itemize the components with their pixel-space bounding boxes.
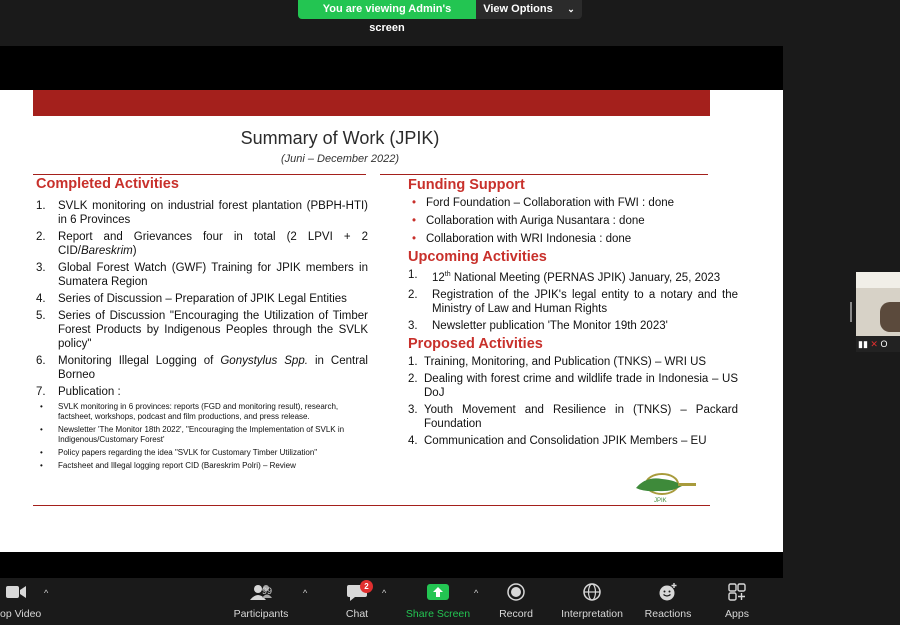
list-item: 1. 12th National Meeting (PERNAS JPIK) January, 25, 2023 bbox=[408, 269, 721, 284]
thumbnail-header bbox=[856, 272, 900, 288]
view-options-button[interactable] bbox=[476, 0, 582, 19]
participants-button[interactable]: 99 Participants bbox=[233, 586, 289, 620]
upcoming-heading: Upcoming Activities bbox=[408, 249, 547, 265]
mic-muted-icon: ✕ bbox=[870, 339, 878, 349]
list-item: 4. Communication and Consolidation JPIK Members – EU bbox=[408, 434, 707, 447]
viewing-label: You are viewing Admin's screen bbox=[298, 0, 476, 19]
funding-heading: Funding Support bbox=[408, 177, 525, 193]
participant-video bbox=[880, 302, 900, 332]
completed-heading: Completed Activities bbox=[36, 176, 179, 192]
share-caret[interactable]: ^ bbox=[474, 588, 479, 598]
reactions-button[interactable]: Reactions bbox=[640, 578, 696, 625]
apps-button[interactable]: Apps bbox=[718, 578, 756, 625]
list-item: 3. Global Forest Watch (GWF) Training for JPIK members in Sumatera Region bbox=[36, 262, 368, 288]
meeting-toolbar bbox=[0, 578, 900, 625]
slide-subtitle: (Juni – December 2022) bbox=[280, 153, 399, 165]
completed-activities bbox=[36, 176, 368, 474]
interpretation-button[interactable]: Interpretation bbox=[554, 578, 630, 625]
signal-icon: ▮▮ bbox=[858, 339, 868, 349]
list-item: 5. Series of Discussion "Encouraging the Utilization of Timber Forest Products by Indigenous Peoples through the SVLK policy" bbox=[36, 310, 368, 350]
stop-video-button[interactable]: op Video bbox=[0, 578, 48, 625]
apps-icon bbox=[728, 583, 746, 601]
video-options-caret[interactable]: ^ bbox=[44, 588, 49, 598]
view-options-label: View Options bbox=[483, 3, 553, 15]
list-item: 2. Registration of the JPIK's legal entity to a notary and the Ministry of Law and Human Rights bbox=[408, 288, 738, 315]
publication-item: • SVLK monitoring in 6 provinces: reports (FGD and monitoring result), research, factsheet, workshops, podcast and film productions, and press release. bbox=[40, 402, 339, 421]
publication-item: • Newsletter 'The Monitor 18th 2022', "Encouraging the Implementation of SVLK in Indigenous/Customary Forest' bbox=[40, 425, 345, 444]
panel-drag-handle[interactable] bbox=[850, 302, 852, 322]
slide-title: Summary of Work (JPIK) bbox=[240, 128, 440, 148]
list-item: 4. Series of Discussion – Preparation of JPIK Legal Entities bbox=[36, 293, 347, 305]
chevron-down-icon: ⌄ bbox=[567, 4, 575, 14]
participant-thumbnail[interactable] bbox=[856, 272, 900, 352]
record-button[interactable]: Record bbox=[492, 578, 540, 625]
proposed-heading: Proposed Activities bbox=[408, 335, 543, 352]
jpik-logo-icon bbox=[632, 470, 702, 506]
publication-item: • Policy papers regarding the idea "SVLK for Customary Timber Utilization" bbox=[40, 448, 318, 457]
list-item: 3. Youth Movement and Resilience in (TNKS) – Packard Foundation bbox=[408, 403, 738, 430]
smiley-icon bbox=[658, 583, 678, 601]
divider bbox=[33, 174, 366, 175]
participant-name: O bbox=[880, 339, 888, 349]
divider bbox=[380, 174, 708, 175]
publication-item: • Factsheet and Illegal logging report CID (Bareskrim Polri) – Review bbox=[40, 461, 296, 470]
thumbnail-footer bbox=[856, 336, 900, 352]
list-item: 1. SVLK monitoring on industrial forest plantation (PBPH-HTI) in 6 Provinces bbox=[36, 200, 368, 226]
share-screen-button[interactable]: Share Screen bbox=[400, 578, 476, 625]
list-item: 7. Publication : bbox=[36, 386, 121, 398]
funding-item: • Collaboration with WRI Indonesia : done bbox=[412, 233, 632, 245]
list-item: 6. Monitoring Illegal Logging of Gonystylus Spp. in Central Borneo bbox=[36, 355, 368, 381]
participants-caret[interactable]: ^ bbox=[303, 588, 308, 598]
funding-item: • Ford Foundation – Collaboration with FWI : done bbox=[412, 197, 675, 209]
funding-item: • Collaboration with Auriga Nusantara : done bbox=[412, 215, 645, 227]
share-screen-icon bbox=[427, 584, 449, 600]
divider bbox=[33, 505, 710, 506]
record-icon bbox=[507, 583, 525, 601]
viewing-banner bbox=[298, 0, 582, 34]
video-camera-icon bbox=[6, 585, 26, 599]
chat-caret[interactable]: ^ bbox=[382, 588, 387, 598]
slide-header-bar bbox=[33, 90, 710, 116]
list-item: 3. Newsletter publication 'The Monitor 19th 2023' bbox=[408, 319, 668, 332]
list-item: 2. Dealing with forest crime and wildlife trade in Indonesia – US DoJ bbox=[408, 372, 738, 399]
list-item: 1. Training, Monitoring, and Publication (TNKS) – WRI US bbox=[408, 355, 707, 368]
globe-icon bbox=[583, 583, 601, 601]
right-column bbox=[408, 177, 738, 451]
svg-text:JPIK: JPIK bbox=[654, 498, 667, 504]
list-item: 2. Report and Grievances four in total (2 LPVI + 2 CID/Bareskrim) bbox=[36, 231, 368, 257]
presentation-slide bbox=[0, 90, 783, 552]
chat-button[interactable]: 2 Chat bbox=[340, 578, 374, 625]
